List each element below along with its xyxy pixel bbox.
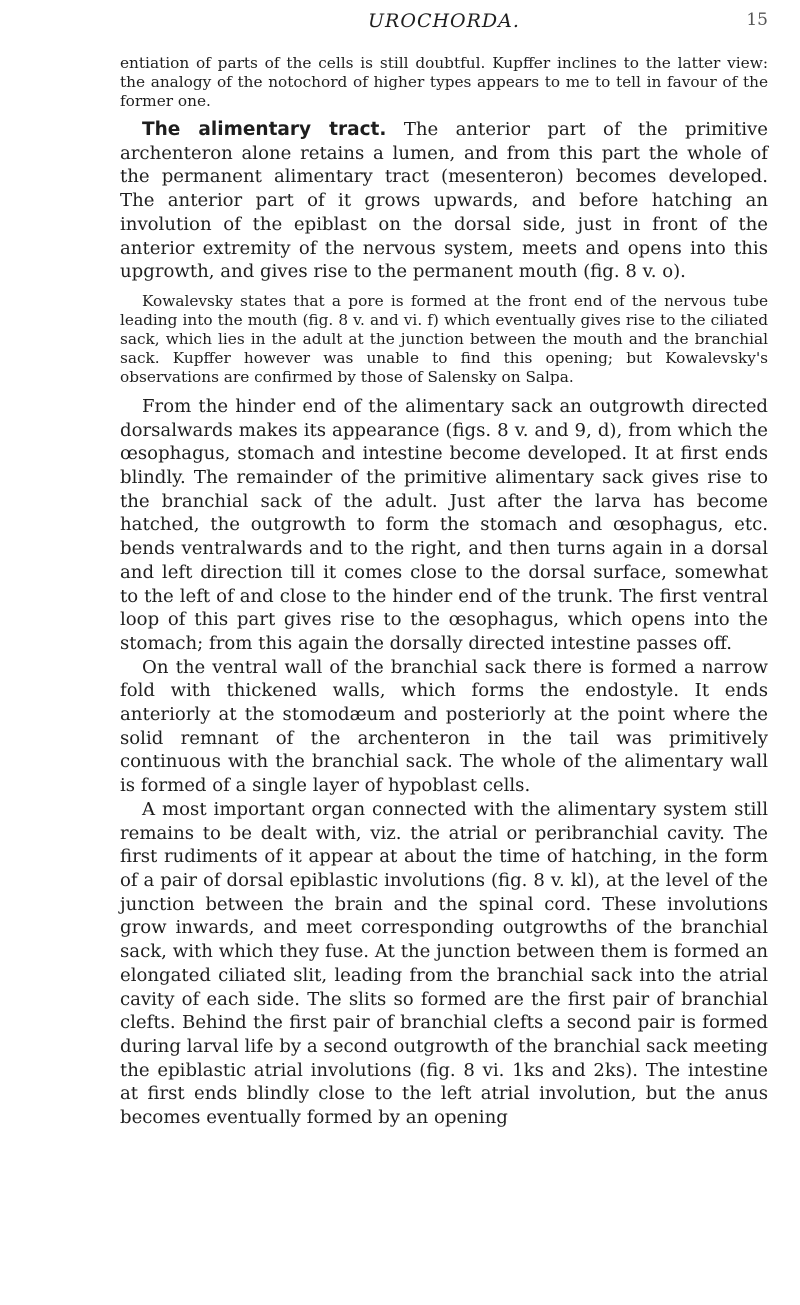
paragraph-3-text: Kowalevsky states that a pore is formed at the front end of the nervous tube leading into the mouth (fig. 8 v. and vi. f) which eventually gives rise to the ciliated sack, which lies in the adult at the junction between the mouth and the branchial sack. Kupffer however was unable to find this opening; but Kowalevsky's observations are confirmed by those of Salensky on Salpa. xyxy=(120,291,768,386)
running-head: UROCHORDA. xyxy=(368,10,520,32)
paragraph-1 xyxy=(120,54,768,111)
paragraph-3 xyxy=(120,292,768,387)
paragraph-6-text: A most important organ connected with the alimentary system still remains to be dealt with, viz. the atrial or peribranchial cavity. The first rudiments of it appear at about the time of hatching, in the form of a pair of dorsal epiblastic involutions (fig. 8 v. kl), at the level of the junction between the brain and the spinal cord. These involutions grow inwards, and meet corresponding outgrowths of the branchial sack, with which they fuse. At the junction between them is formed an elongated ciliated slit, leading from the branchial sack into the atrial cavity of each side. The slits so formed are the first pair of branchial clefts. Behind the first pair of branchial clefts a second pair is formed during larval life by a second outgrowth of the branchial sack meeting the epiblastic atrial involutions (fig. 8 vi. 1ks and 2ks). The intestine at first ends blindly close to the left atrial involution, but the anus becomes eventually formed by an opening xyxy=(120,798,768,1129)
section-title-alimentary-tract: The alimentary tract. xyxy=(142,119,387,140)
paragraph-4 xyxy=(120,395,768,656)
paragraph-5 xyxy=(120,656,768,798)
page-number: 15 xyxy=(746,10,768,30)
page xyxy=(120,0,768,1130)
paragraph-5-text: On the ventral wall of the branchial sack there is formed a narrow fold with thickened walls, which forms the endostyle. It ends anteriorly at the stomodæum and posteriorly at the point where the solid remnant of the archenteron in the tail was primitively continuous with the branchial sack. The whole of the alimentary wall is formed of a single layer of hypoblast cells. xyxy=(120,656,768,797)
paragraph-1-text: entiation of parts of the cells is still doubtful. Kupffer inclines to the latter view: the analogy of the notochord of higher types appears to me to tell in favour of the former one. xyxy=(120,54,768,110)
paragraph-4-text: From the hinder end of the alimentary sack an outgrowth directed dorsalwards makes its appearance (figs. 8 v. and 9, d), from which the œsophagus, stomach and intestine become developed. It at first ends blindly. The remainder of the primitive alimentary sack gives rise to the branchial sack of the adult. Just after the larva has become hatched, the outgrowth to form the stomach and œsophagus, etc. bends ventralwards and to the right, and then turns again in a dorsal and left direction till it comes close to the dorsal surface, somewhat to the left of and close to the hinder end of the trunk. The first ventral loop of this part gives rise to the œsophagus, which opens into the stomach; from this again the dorsally directed intestine passes off. xyxy=(120,395,768,654)
paragraph-6 xyxy=(120,798,768,1130)
paragraph-alimentary-tract xyxy=(120,118,768,284)
paragraph-2-text: The anterior part of the primitive archenteron alone retains a lumen, and from this part the whole of the permanent alimentary tract (mesenteron) becomes developed. The anterior part of it grows upwards, and before hatching an involution of the epiblast on the dorsal side, just in front of the anterior extremity of the nervous system, meets and opens into this upgrowth, and gives rise to the permanent mouth (fig. 8 v. o). xyxy=(120,119,768,283)
page-header xyxy=(120,0,768,54)
